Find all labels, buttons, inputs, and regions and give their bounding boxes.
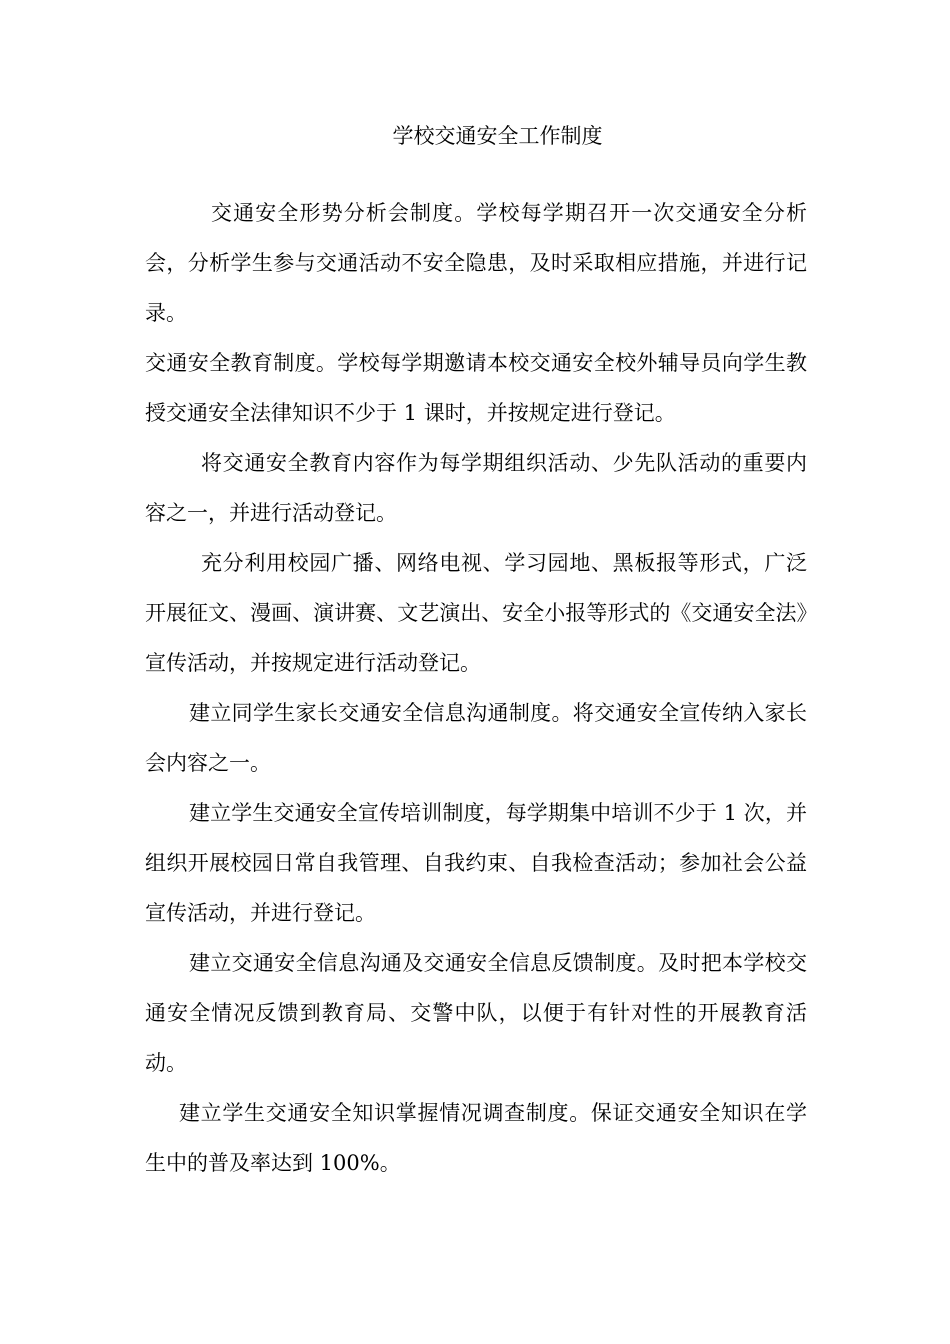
paragraph-publicity-training: 建立学生交通安全宣传培训制度，每学期集中培训不少于 1 次，并组织开展校园日常自我管理、自我约束、自我检查活动；参加社会公益宣传活动，并进行登记。: [145, 801, 807, 925]
paragraph-knowledge-survey: 建立学生交通安全知识掌握情况调查制度。保证交通安全知识在学生中的普及率达到 100%。: [145, 1101, 807, 1175]
paragraph-education-content-activities: 将交通安全教育内容作为每学期组织活动、少先队活动的重要内容之一，并进行活动登记。: [145, 451, 807, 525]
paragraph-information-feedback: 建立交通安全信息沟通及交通安全信息反馈制度。及时把本学校交通安全情况反馈到教育局、交警中队，以便于有针对性的开展教育活动。: [145, 951, 807, 1075]
document-title: 学校交通安全工作制度: [392, 124, 603, 148]
paragraph-campus-publicity: 充分利用校园广播、网络电视、学习园地、黑板报等形式，广泛开展征文、漫画、演讲赛、文艺演出、安全小报等形式的《交通安全法》宣传活动，并按规定进行活动登记。: [145, 551, 807, 675]
paragraph-parent-communication: 建立同学生家长交通安全信息沟通制度。将交通安全宣传纳入家长会内容之一。: [145, 701, 807, 775]
paragraph-traffic-safety-education: 交通安全教育制度。学校每学期邀请本校交通安全校外辅导员向学生教授交通安全法律知识不少于 1 课时，并按规定进行登记。: [145, 351, 807, 425]
paragraph-traffic-safety-analysis-meeting: 交通安全形势分析会制度。学校每学期召开一次交通安全分析会，分析学生参与交通活动不安全隐患，及时采取相应措施，并进行记录。: [145, 201, 807, 325]
document-body: [145, 188, 807, 1188]
